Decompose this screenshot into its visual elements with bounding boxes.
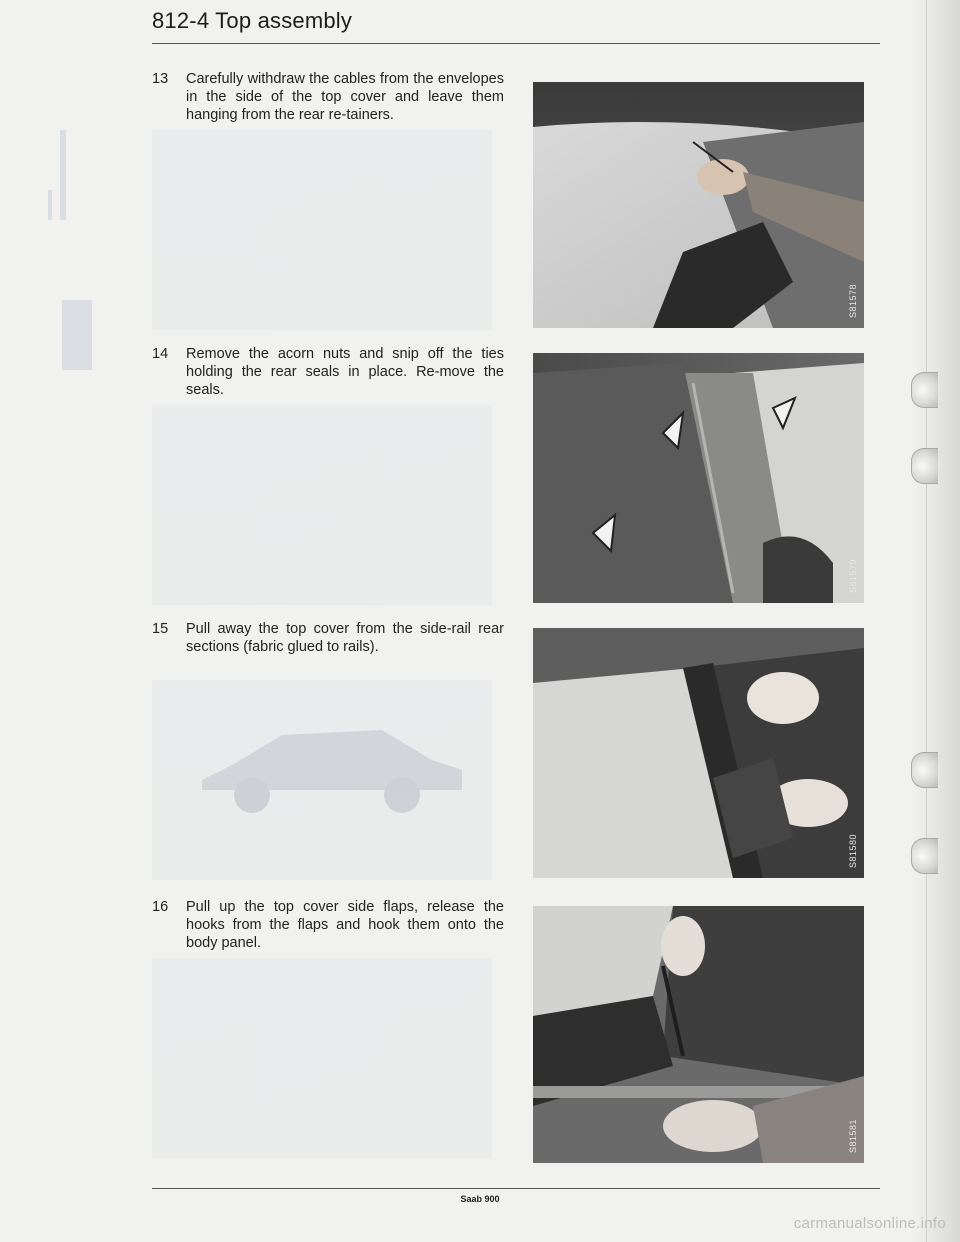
ghost-bleed (152, 405, 492, 605)
step-number: 14 (152, 346, 169, 362)
footer-rule (152, 1188, 880, 1189)
step-15-section (152, 620, 864, 878)
step-number: 16 (152, 899, 169, 915)
step-16-text (152, 898, 504, 952)
step-description: Pull up the top cover side flaps, release the hooks from the flaps and hook them onto the body panel. (186, 899, 504, 951)
photo-reference-code: S81580 (848, 833, 858, 868)
step-16-photo (533, 906, 864, 1163)
step-13-section (152, 70, 864, 328)
step-number: 15 (152, 621, 169, 637)
photo-reference-code: S81581 (848, 1118, 858, 1153)
page-title: 812-4 Top assembly (152, 8, 353, 33)
bleed-mark (62, 300, 92, 370)
watermark: carmanualsonline.info (793, 1215, 946, 1232)
bleed-through-marks (40, 130, 100, 370)
step-13-photo (533, 82, 864, 328)
step-13-text (152, 70, 504, 124)
step-14-photo (533, 353, 864, 603)
ghost-bleed (152, 958, 492, 1158)
photo-side-flaps-hooks (533, 906, 864, 1163)
photo-convertible-top-cables (533, 82, 864, 328)
footer-model: Saab 900 (460, 1194, 500, 1204)
ghost-car-illustration (192, 710, 472, 820)
step-15-photo (533, 628, 864, 878)
bleed-mark (60, 130, 66, 220)
photo-reference-code: S81579 (848, 558, 858, 593)
photo-rear-seals (533, 353, 864, 603)
binder-tab (911, 448, 938, 484)
step-description: Pull away the top cover from the side-rail rear sections (fabric glued to rails). (186, 621, 504, 655)
step-15-text (152, 620, 504, 656)
step-14-section (152, 345, 864, 603)
binder-tab (911, 372, 938, 408)
step-16-section (152, 898, 864, 1163)
photo-reference-code: S81578 (848, 283, 858, 318)
ghost-bleed (152, 130, 492, 330)
step-description: Carefully withdraw the cables from the envelopes in the side of the top cover and leave them hanging from the rear re-tainers. (186, 71, 504, 123)
step-description: Remove the acorn nuts and snip off the ties holding the rear seals in place. Re-move the seals. (186, 346, 504, 398)
page-edge-line (926, 0, 927, 1242)
header-rule (152, 43, 880, 44)
step-14-text (152, 345, 504, 399)
step-number: 13 (152, 71, 169, 87)
page-edge (912, 0, 960, 1242)
binder-tab (911, 838, 938, 874)
binder-tab (911, 752, 938, 788)
photo-pull-top-cover (533, 628, 864, 878)
bleed-mark (48, 190, 52, 220)
